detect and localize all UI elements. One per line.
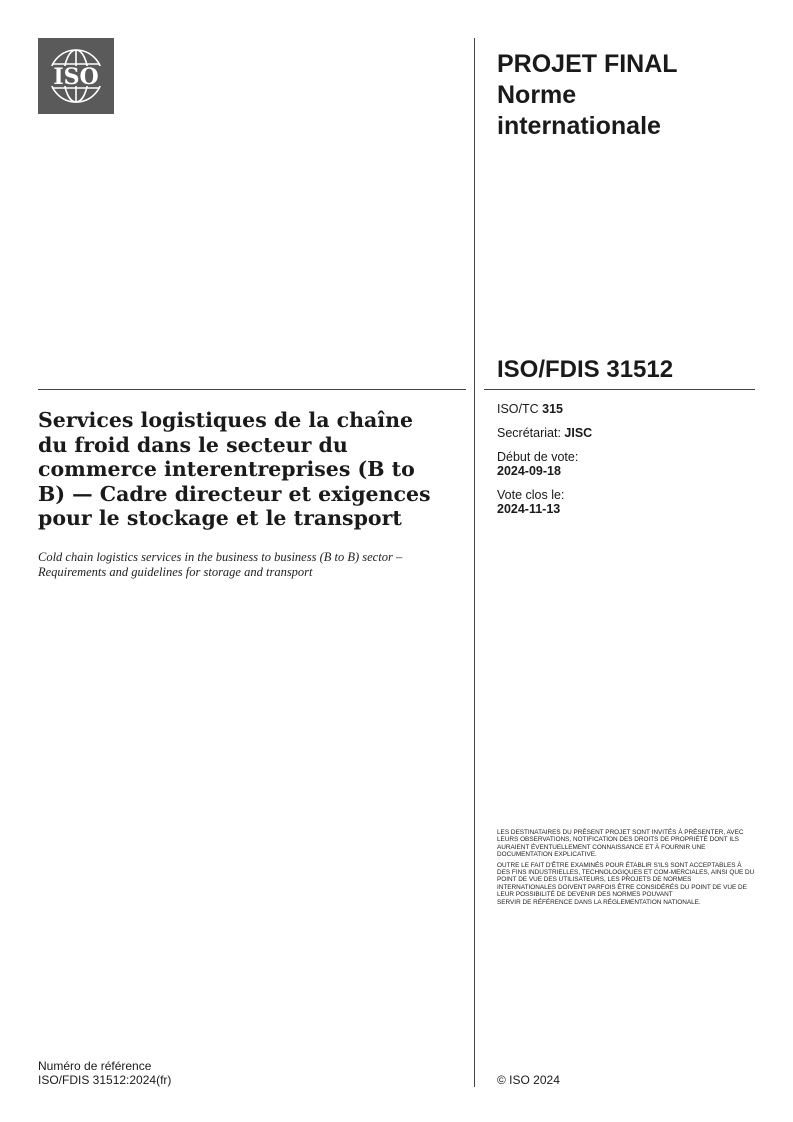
notice-paragraph-1: LES DESTINATAIRES DU PRÉSENT PROJET SONT INVITÉS À PRÉSENTER, AVEC LEURS OBSERVATIONS, NOTIFICATION DES DROITS DE PROPRIÉTÉ DONT ILS AURAIENT ÉVENTUELLEMENT CONNAISSANCE ET À FOURNIR UNE DOCUMENTATION EXPLICATIVE. [497, 829, 744, 859]
legal-notice [497, 829, 755, 906]
horizontal-divider-left [38, 389, 466, 390]
technical-committee [497, 402, 757, 416]
secretariat [497, 426, 757, 440]
tc-label: ISO/TC [497, 402, 543, 416]
notice-paragraph-2-line-2: INTERNATIONALES DOIVENT PARFOIS ÊTRE CONSIDÉRÉS DU POINT DE VUE DE LEUR POSSIBILITÉ DE DEVENIR DES NORMES POUVANT [497, 883, 747, 899]
standard-number: ISO/FDIS 31512 [497, 356, 674, 383]
vote-start-value: 2024-09-18 [497, 464, 561, 478]
secretariat-value: JISC [564, 426, 593, 440]
reference-number [38, 1060, 171, 1087]
vote-start-label: Début de vote: [497, 450, 579, 464]
document-status [497, 49, 757, 142]
status-line-1: PROJET FINAL [497, 50, 678, 78]
document-metadata [497, 402, 757, 526]
logo-text: ISO [53, 64, 99, 90]
vote-end-value: 2024-11-13 [497, 502, 561, 516]
status-line-2: Norme [497, 81, 577, 109]
notice-paragraph-2-line-3: SERVIR DE RÉFÉRENCE DANS LA RÉGLEMENTATION NATIONALE. [497, 898, 701, 906]
secretariat-label: Secrétariat: [497, 426, 565, 440]
globe-icon [38, 38, 114, 114]
document-title: Services logistiques de la chaîne du froid dans le secteur du commerce interentreprises (B to B) — Cadre directeur et exigences pour le stockage et le transport [38, 408, 431, 530]
vertical-divider [474, 38, 475, 1087]
notice-paragraph-2 [497, 862, 755, 906]
vote-end [497, 488, 757, 516]
reference-value: ISO/FDIS 31512:2024(fr) [38, 1072, 172, 1087]
iso-logo [38, 38, 114, 114]
tc-value: 315 [542, 402, 564, 416]
vote-start [497, 450, 757, 478]
horizontal-divider-right [484, 389, 755, 390]
reference-label: Numéro de référence [38, 1059, 152, 1073]
status-line-3: internationale [497, 112, 661, 140]
notice-paragraph-2-line-1: OUTRE LE FAIT D'ÊTRE EXAMINÉS POUR ÉTABLIR S'ILS SONT ACCEPTABLES À DES FINS INDUSTRIELLES, TECHNOLOGIQUES ET COM-MERCIALES, AINSI QUE DU POINT DE VUE DES UTILISATEURS, LES PROJETS DE NORMES [497, 861, 755, 884]
copyright: © ISO 2024 [497, 1073, 560, 1087]
vote-end-label: Vote clos le: [497, 488, 565, 502]
document-title-english: Cold chain logistics services in the business to business (B to B) sector – Requirements and guidelines for storage and transport [38, 550, 403, 579]
